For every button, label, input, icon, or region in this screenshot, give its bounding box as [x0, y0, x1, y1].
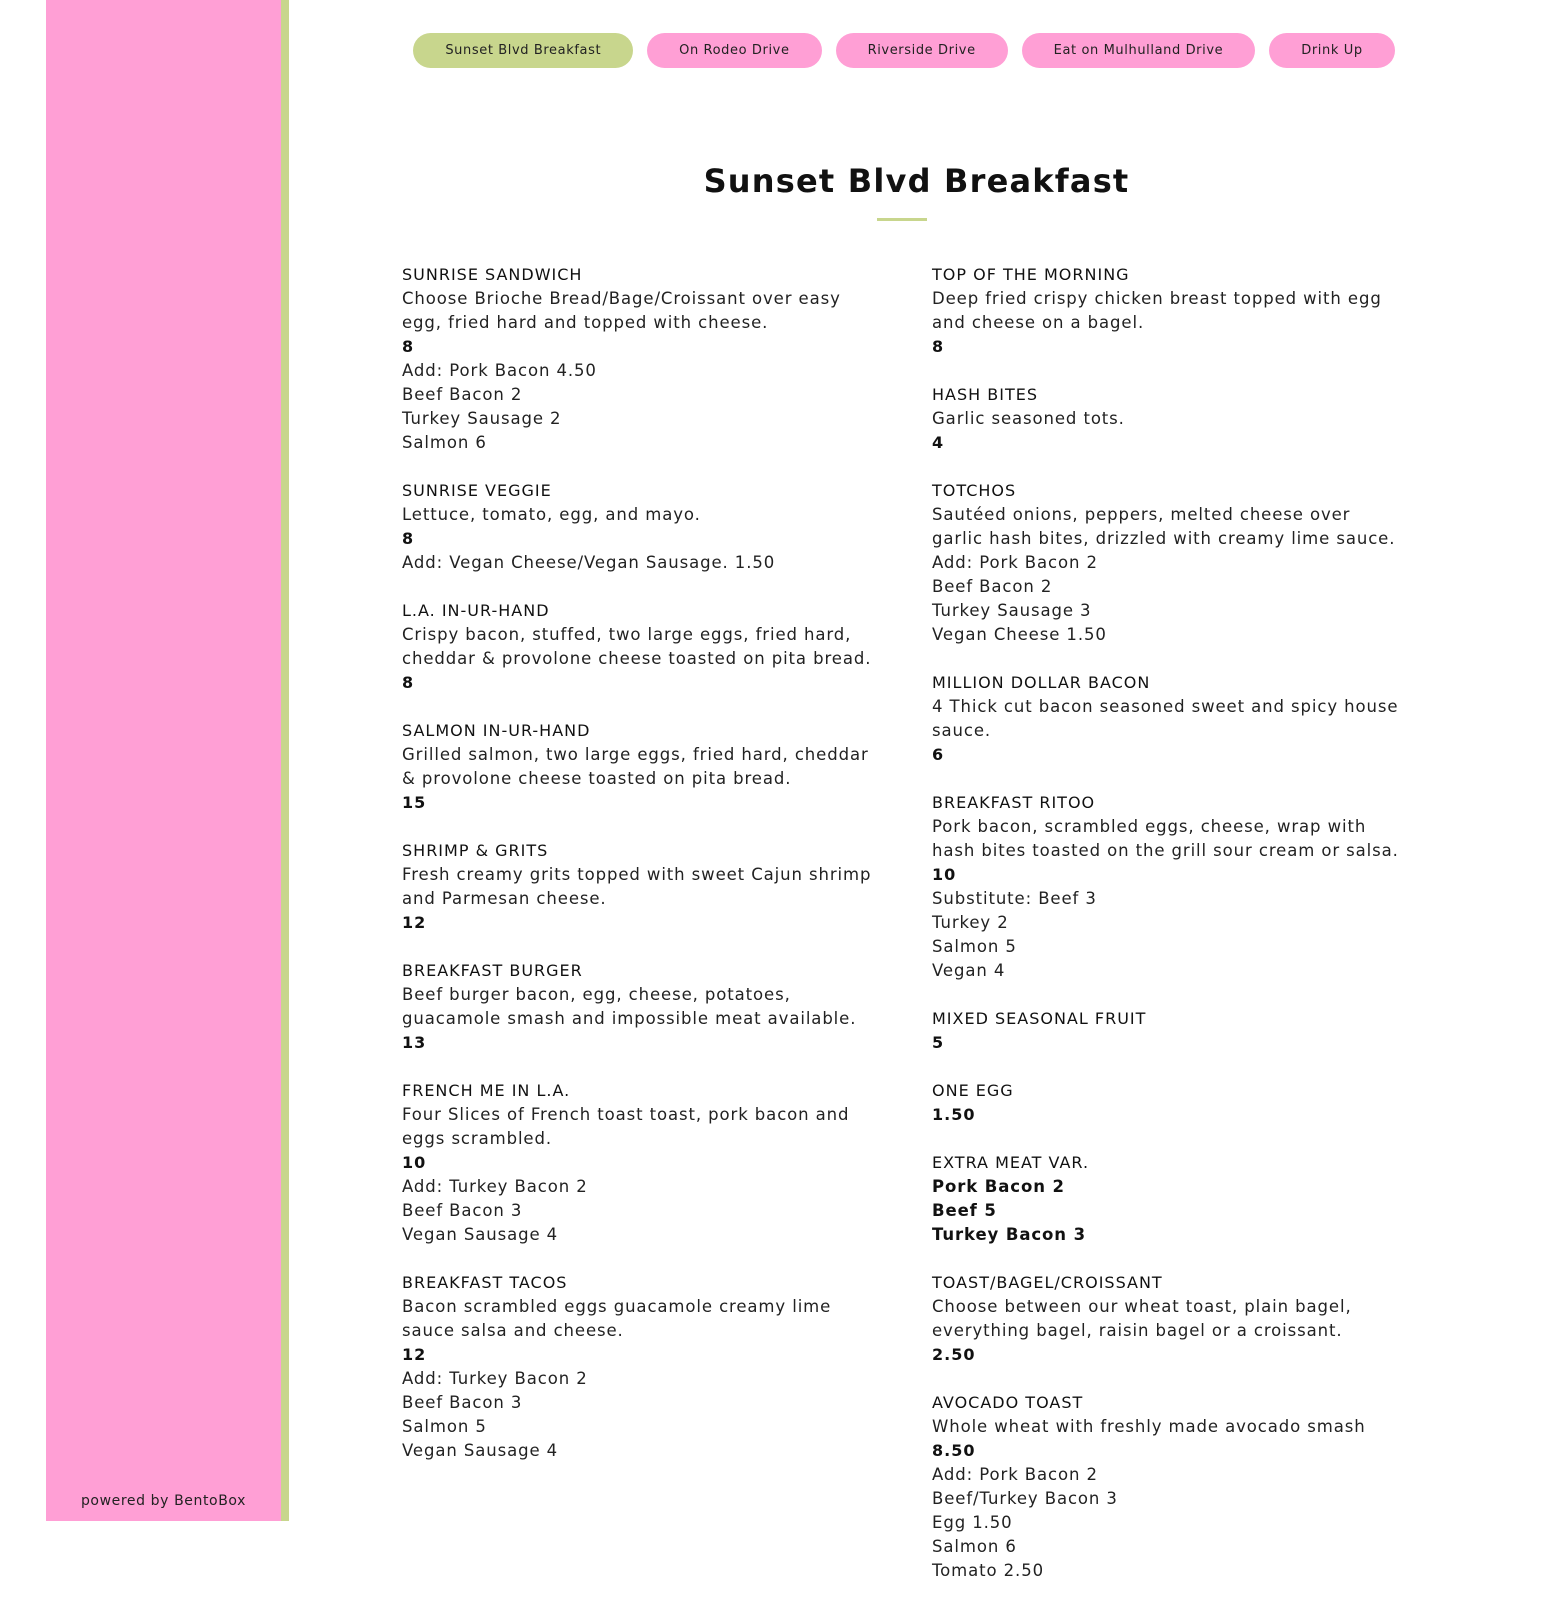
menu-item-name: SHRIMP & GRITS	[402, 841, 549, 860]
menu-item-description: Bacon scrambled eggs guacamole creamy lime sauce salsa and cheese.	[402, 1297, 832, 1340]
menu-item-addon: Beef Bacon 3	[402, 1201, 523, 1220]
menu-item-description: Four Slices of French toast toast, pork bacon and eggs scrambled.	[402, 1105, 850, 1148]
menu-item-addon: Beef Bacon 2	[932, 577, 1053, 596]
menu-item-name: MILLION DOLLAR BACON	[932, 673, 1151, 692]
menu-item-price: 8	[402, 673, 415, 692]
menu-item	[402, 263, 877, 455]
menu-item-name: SUNRISE SANDWICH	[402, 265, 583, 284]
menu-item-description: Crispy bacon, stuffed, two large eggs, fried hard, cheddar & provolone cheese toasted on pita bread.	[402, 625, 872, 668]
menu-item-name: ONE EGG	[932, 1081, 1014, 1100]
menu-item	[402, 599, 877, 695]
menu-item-addon: Turkey Sausage 2	[402, 409, 562, 428]
menu-column-left	[402, 263, 877, 1487]
menu-item-name: BREAKFAST BURGER	[402, 961, 583, 980]
sidebar	[46, 0, 289, 1521]
menu-item-description: Fresh creamy grits topped with sweet Cajun shrimp and Parmesan cheese.	[402, 865, 872, 908]
menu-item-addon: Salmon 6	[932, 1537, 1017, 1556]
menu-item	[932, 263, 1407, 359]
menu-item-price: 8	[932, 337, 945, 356]
menu-item-name: L.A. IN-UR-HAND	[402, 601, 550, 620]
menu-item-addon: Pork Bacon 2	[932, 1177, 1065, 1196]
menu-item-addon: Add: Turkey Bacon 2	[402, 1177, 588, 1196]
menu-item	[932, 1079, 1407, 1127]
menu-item-addon: Beef/Turkey Bacon 3	[932, 1489, 1118, 1508]
menu-item-price: 8	[402, 337, 415, 356]
menu-item-addon: Beef Bacon 2	[402, 385, 523, 404]
menu-item-price: 4	[932, 433, 945, 452]
menu-item-price: 8	[402, 529, 415, 548]
menu-item-name: FRENCH ME IN L.A.	[402, 1081, 571, 1100]
menu-item-addon: Add: Pork Bacon 4.50	[402, 361, 597, 380]
menu-column-right	[932, 263, 1407, 1607]
menu-item-name: HASH BITES	[932, 385, 1038, 404]
menu-item	[932, 671, 1407, 767]
menu-item-price: 13	[402, 1033, 427, 1052]
menu-item-addon: Vegan Cheese 1.50	[932, 625, 1107, 644]
tab-sunset-blvd-breakfast[interactable]: Sunset Blvd Breakfast	[413, 33, 633, 68]
menu-item-price: 6	[932, 745, 945, 764]
menu-item-addon: Salmon 5	[402, 1417, 487, 1436]
menu-item-addon: Add: Vegan Cheese/Vegan Sausage. 1.50	[402, 553, 776, 572]
menu-main	[289, 0, 1544, 1580]
menu-item-addon: Vegan Sausage 4	[402, 1441, 559, 1460]
menu-item	[932, 479, 1407, 647]
menu-item-price: 1.50	[932, 1105, 976, 1124]
menu-item-description: Pork bacon, scrambled eggs, cheese, wrap with hash bites toasted on the grill sour cream or salsa.	[932, 817, 1399, 860]
menu-item	[402, 839, 877, 935]
menu-item-addon: Beef Bacon 3	[402, 1393, 523, 1412]
menu-item-description: Choose Brioche Bread/Bage/Croissant over easy egg, fried hard and topped with cheese.	[402, 289, 841, 332]
menu-item-addon: Egg 1.50	[932, 1513, 1013, 1532]
menu-item-description: Garlic seasoned tots.	[932, 409, 1125, 428]
menu-item-name: BREAKFAST RITOO	[932, 793, 1096, 812]
tab-on-rodeo-drive[interactable]: On Rodeo Drive	[647, 33, 821, 68]
menu-item-addon: Substitute: Beef 3	[932, 889, 1097, 908]
menu-item-description: Grilled salmon, two large eggs, fried hard, cheddar & provolone cheese toasted on pita bread.	[402, 745, 869, 788]
menu-item-name: SUNRISE VEGGIE	[402, 481, 552, 500]
menu-item-addon: Turkey Bacon 3	[932, 1225, 1086, 1244]
menu-item-description: 4 Thick cut bacon seasoned sweet and spicy house sauce.	[932, 697, 1399, 740]
menu-item-price: 15	[402, 793, 427, 812]
menu-item-addon: Turkey 2	[932, 913, 1009, 932]
menu-item-name: SALMON IN-UR-HAND	[402, 721, 591, 740]
menu-item	[402, 479, 877, 575]
menu-item-description: Whole wheat with freshly made avocado smash	[932, 1417, 1366, 1436]
menu-item-addon: Beef 5	[932, 1201, 997, 1220]
menu-item-name: TOAST/BAGEL/CROISSANT	[932, 1273, 1163, 1292]
tab-riverside-drive[interactable]: Riverside Drive	[836, 33, 1008, 68]
menu-item-price: 12	[402, 913, 427, 932]
menu-item-addon: Vegan Sausage 4	[402, 1225, 559, 1244]
menu-item-addon: Add: Turkey Bacon 2	[402, 1369, 588, 1388]
menu-item-name: AVOCADO TOAST	[932, 1393, 1084, 1412]
menu-item-description: Choose between our wheat toast, plain bagel, everything bagel, raisin bagel or a croissant.	[932, 1297, 1352, 1340]
powered-by-link[interactable]: powered by BentoBox	[80, 1493, 247, 1509]
menu-item	[932, 1007, 1407, 1055]
menu-item-name: MIXED SEASONAL FRUIT	[932, 1009, 1147, 1028]
tab-eat-on-mulhulland-drive[interactable]: Eat on Mulhulland Drive	[1022, 33, 1256, 68]
menu-tabs	[404, 33, 1404, 68]
menu-item	[932, 1151, 1407, 1247]
menu-item-price: 12	[402, 1345, 427, 1364]
menu-item	[932, 383, 1407, 455]
menu-item-addon: Tomato 2.50	[932, 1561, 1045, 1580]
tab-drink-up[interactable]: Drink Up	[1269, 33, 1394, 68]
menu-item-price: 10	[402, 1153, 427, 1172]
menu-item-addon: Salmon 5	[932, 937, 1017, 956]
menu-item	[402, 959, 877, 1055]
menu-item-description: Sautéed onions, peppers, melted cheese over garlic hash bites, drizzled with creamy lime sauce.	[932, 505, 1396, 548]
menu-item-name: TOTCHOS	[932, 481, 1017, 500]
menu-item-addon: Add: Pork Bacon 2	[932, 1465, 1098, 1484]
menu-item-description: Beef burger bacon, egg, cheese, potatoes, guacamole smash and impossible meat available.	[402, 985, 857, 1028]
menu-item-description: Deep fried crispy chicken breast topped with egg and cheese on a bagel.	[932, 289, 1382, 332]
menu-item	[932, 791, 1407, 983]
menu-item-addon: Add: Pork Bacon 2	[932, 553, 1098, 572]
menu-item-price: 2.50	[932, 1345, 976, 1364]
menu-item-description: Lettuce, tomato, egg, and mayo.	[402, 505, 701, 524]
menu-item-name: EXTRA MEAT VAR.	[932, 1153, 1090, 1172]
menu-item-name: BREAKFAST TACOS	[402, 1273, 568, 1292]
menu-item	[402, 1271, 877, 1463]
menu-item-price: 5	[932, 1033, 945, 1052]
menu-item-addon: Salmon 6	[402, 433, 487, 452]
menu-item-addon: Vegan 4	[932, 961, 1006, 980]
menu-item-name: TOP OF THE MORNING	[932, 265, 1130, 284]
menu-item	[402, 1079, 877, 1247]
page-title: Sunset Blvd Breakfast	[703, 162, 1130, 200]
menu-item-price: 10	[932, 865, 957, 884]
menu-item	[932, 1271, 1407, 1367]
menu-item	[932, 1391, 1407, 1583]
title-underline	[877, 218, 927, 221]
menu-item-addon: Turkey Sausage 3	[932, 601, 1092, 620]
menu-item	[402, 719, 877, 815]
menu-item-price: 8.50	[932, 1441, 976, 1460]
